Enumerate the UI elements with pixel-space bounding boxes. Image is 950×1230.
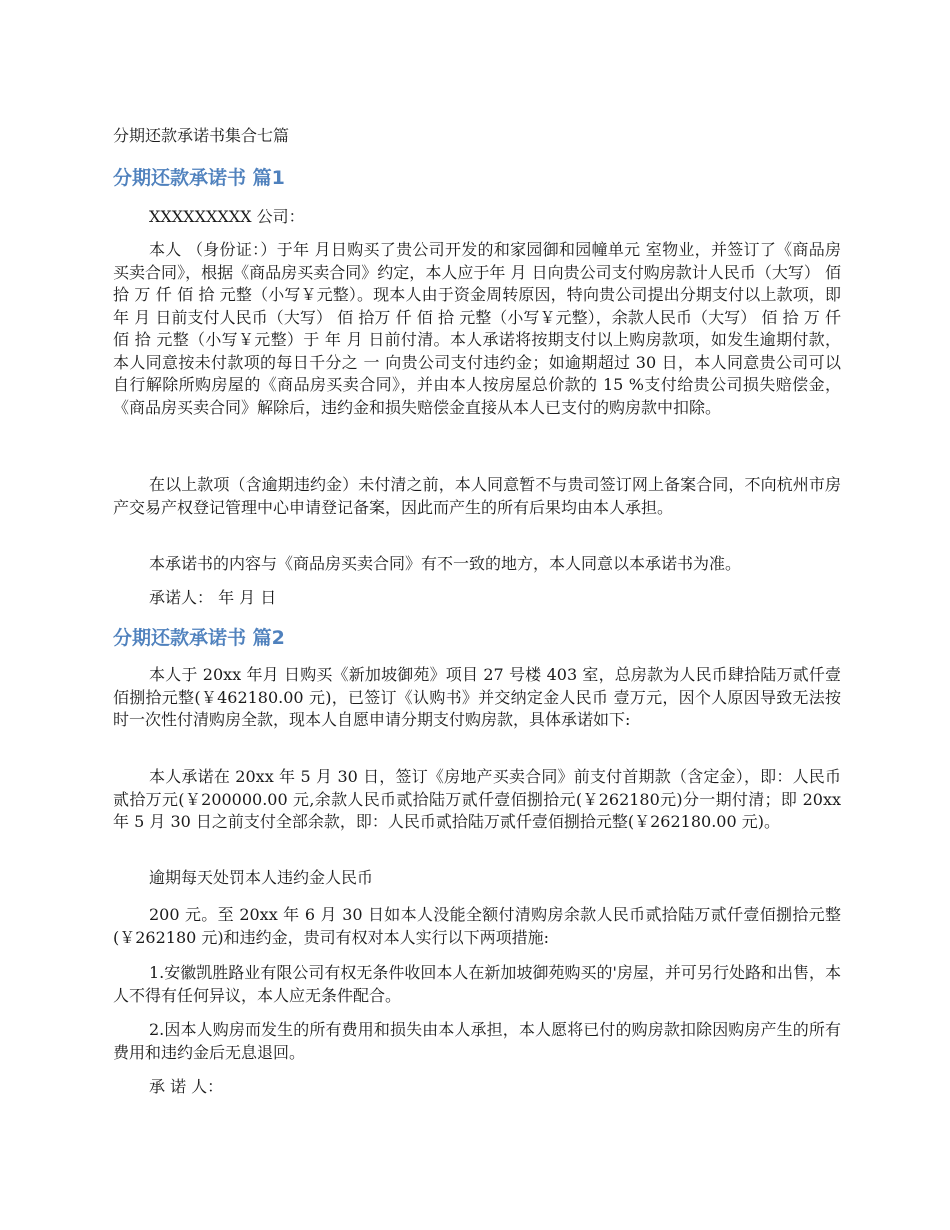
section-2-paragraph-1: 本人于 20xx 年月 日购买《新加坡御苑》项目 27 号楼 403 室，总房款为人民币肆拾陆万贰仟壹佰捌拾元整(￥462180.00 元)，已签订《认购书》并交纳定金人民币 壹万元，因个人原因导致无法按时一次性付清购房全款，现本人自愿申请分期支付购房款，具体承诺如下: xyxy=(113,665,841,729)
section-heading-1: 分期还款承诺书 篇1 xyxy=(113,167,285,189)
section-2-paragraph-7: 承 诺 人： xyxy=(149,1077,224,1096)
section-2-paragraph-3: 逾期每天处罚本人违约金人民币 xyxy=(149,868,374,887)
section-2-paragraph-5: 1.安徽凯胜路业有限公司有权无条件收回本人在新加坡御苑购买的'房屋，并可另行处路和出售，本人不得有任何异议，本人应无条件配合。 xyxy=(113,963,841,1005)
section-2-paragraph-2: 本人承诺在 20xx 年 5 月 30 日，签订《房地产买卖合同》前支付首期款（含定金），即：人民币 贰拾万元(￥200000.00 元,余款人民币贰拾陆万贰仟壹佰捌拾元(￥262180元)分一期付清；即 20xx 年 5 月 30 日之前支付全部余款，即：人民币贰拾陆万贰仟壹佰捌拾元整(￥262180.00 元)。 xyxy=(113,767,841,831)
section-1-paragraph-2: 本人 （身份证：）于年 月日购买了贵公司开发的和家园御和园幢单元 室物业，并签订了《商品房买卖合同》，根据《商品房买卖合同》约定，本人应于年 月 日向贵公司支付购房款计人民币（大写） 佰 拾 万 仟 佰 拾 元整（小写￥元整）。现本人由于资金周转原因，特向贵公司提出分期支付以上款项，即 年 月 日前支付人民币（大写） 佰 拾万 仟 佰 拾 元整（小写￥元整），余款人民币（大写） 佰 拾 万 仟 佰 拾 元整（小写￥元整）于 年 月 日前付清。本人承诺将按期支付以上购房款项，如发生逾期付款，本人同意按未付款项的每日千分之 一 向贵公司支付违约金；如逾期超过 30 日，本人同意贵公司可以自行解除所购房屋的《商品房买卖合同》，并由本人按房屋总价款的 15 %支付给贵公司损失赔偿金，《商品房买卖合同》解除后，违约金和损失赔偿金直接从本人已支付的购房款中扣除。 xyxy=(113,240,841,417)
section-1-paragraph-4: 本承诺书的内容与《商品房买卖合同》有不一致的地方，本人同意以本承诺书为准。 xyxy=(149,554,742,573)
section-2-paragraph-4: 200 元。至 20xx 年 6 月 30 日如本人没能全额付清购房余款人民币贰拾陆万贰仟壹佰捌拾元整(￥262180 元)和违约金，贵司有权对本人实行以下两项措施: xyxy=(113,905,841,947)
section-2-paragraph-6: 2.因本人购房而发生的所有费用和损失由本人承担，本人愿将已付的购房款扣除因购房产生的所有费用和违约金后无息退回。 xyxy=(113,1020,841,1062)
section-1-paragraph-3: 在以上款项（含逾期违约金）未付清之前，本人同意暂不与贵司签订网上备案合同，不向杭州市房产交易产权登记管理中心申请登记备案，因此而产生的所有后果均由本人承担。 xyxy=(113,475,841,517)
section-1-paragraph-1: XXXXXXXXX 公司： xyxy=(149,207,305,226)
section-1-paragraph-5: 承诺人： 年 月 日 xyxy=(149,588,277,607)
section-heading-2: 分期还款承诺书 篇2 xyxy=(113,627,285,649)
document-title: 分期还款承诺书集合七篇 xyxy=(113,126,290,145)
